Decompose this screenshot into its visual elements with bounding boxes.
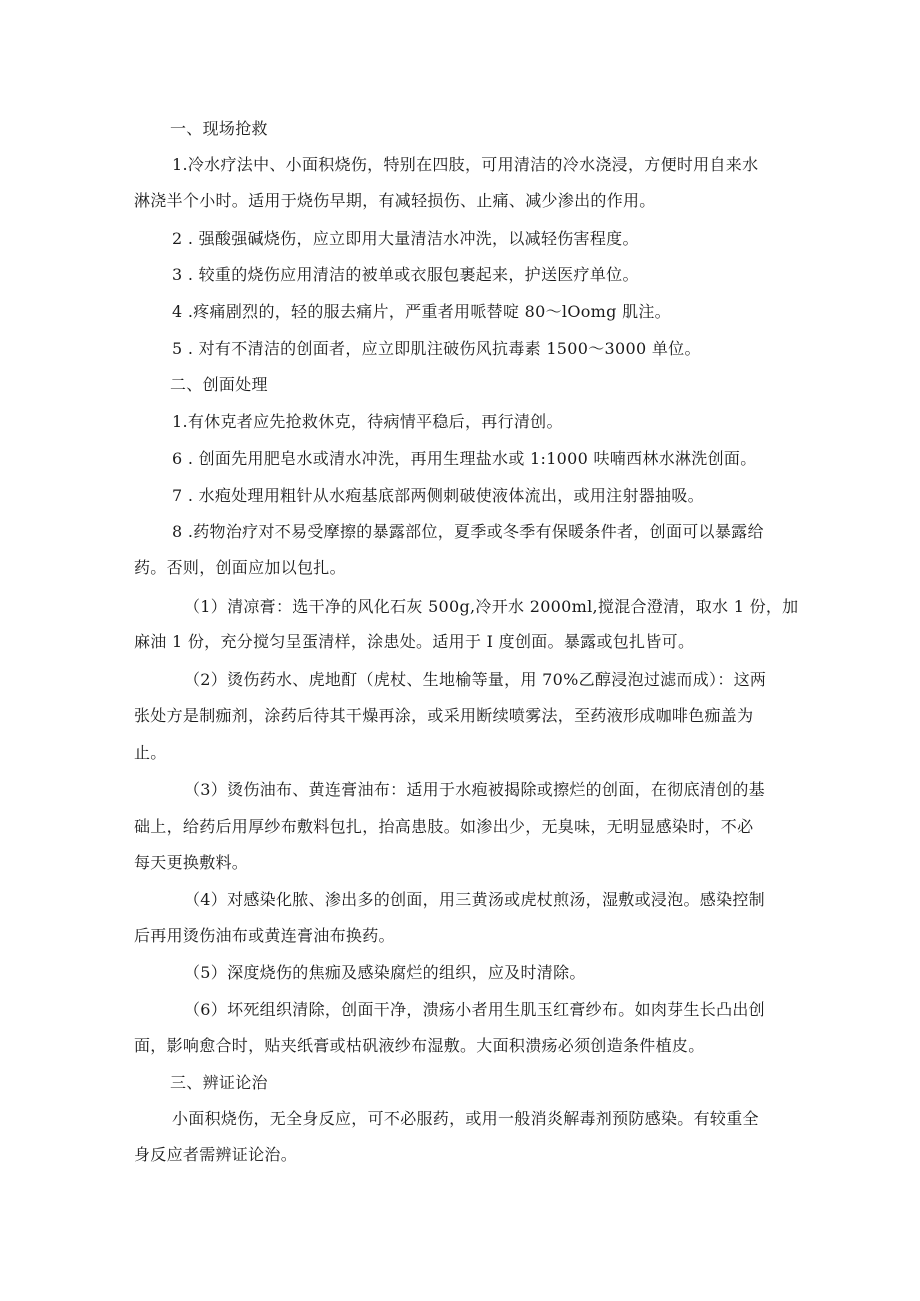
paragraph-line: （5）深度烧伤的焦痂及感染腐烂的组织，应及时清除。: [184, 963, 586, 982]
paragraph-line: 8 .药物治疗对不易受摩擦的暴露部位，夏季或冬季有保暖条件者，创面可以暴露给: [172, 522, 764, 541]
paragraph-line: 麻油 1 份，充分搅匀呈蛋清样，涂患处。适用于 I 度创面。暴露或包扎皆可。: [134, 632, 695, 651]
paragraph-line: 5 . 对有不清洁的创面者，应立即肌注破伤风抗毒素 1500～3000 单位。: [172, 339, 701, 358]
section-heading: 二、创面处理: [170, 375, 268, 394]
paragraph-line: 淋浇半个小时。适用于烧伤早期，有减轻损伤、止痛、减少渗出的作用。: [134, 191, 656, 210]
paragraph-line: 6 . 创面先用肥皂水或清水冲洗，再用生理盐水或 1:1000 呋喃西林水淋洗创面。: [172, 449, 757, 468]
paragraph-line: （2）烫伤药水、虎地酊（虎杖、生地榆等量，用 70%乙醇浸泡过滤而成）：这两: [184, 670, 767, 689]
paragraph-line: （4）对感染化脓、渗出多的创面，用三黄汤或虎杖煎汤，湿敷或浸泡。感染控制: [184, 890, 765, 909]
paragraph-line: 1.有休克者应先抢救休克，待病情平稳后，再行清创。: [172, 412, 563, 431]
paragraph-line: （3）烫伤油布、黄连膏油布：适用于水疱被揭除或擦烂的创面，在彻底清创的基: [184, 780, 765, 799]
paragraph-line: 7 . 水疱处理用粗针从水疱基底部两侧刺破使液体流出，或用注射器抽吸。: [172, 486, 704, 505]
paragraph-line: 础上，给药后用厚纱布敷料包扎，抬高患肢。如渗出少，无臭味，无明显感染时，不必: [134, 817, 754, 836]
paragraph-line: 2 . 强酸强碱烧伤，应立即用大量清洁水冲洗，以减轻伤害程度。: [172, 229, 639, 248]
paragraph-line: 1.冷水疗法中、小面积烧伤，特别在四肢，可用清洁的冷水浇浸，方便时用自来水: [172, 155, 759, 174]
paragraph-line: 4 .疼痛剧烈的，轻的服去痛片，严重者用哌替啶 80～lOomg 肌注。: [172, 302, 671, 321]
paragraph-line: 面，影响愈合时，贴夹纸膏或枯矾液纱布湿敷。大面积溃疡必须创造条件植皮。: [134, 1036, 705, 1055]
paragraph-line: 小面积烧伤，无全身反应，可不必服药，或用一般消炎解毒剂预防感染。有较重全: [172, 1109, 759, 1128]
paragraph-line: 后再用烫伤油布或黄连膏油布换药。: [134, 926, 395, 945]
paragraph-line: 药。否则，创面应加以包扎。: [134, 558, 346, 577]
paragraph-line: 身反应者需辨证论治。: [134, 1145, 298, 1164]
paragraph-line: （6）坏死组织清除，创面干净，溃疡小者用生肌玉红膏纱布。如肉芽生长凸出创: [184, 1000, 765, 1019]
paragraph-line: 张处方是制痂剂，涂药后待其干燥再涂，或采用断续喷雾法，至药液形成咖啡色痂盖为: [134, 706, 754, 725]
section-heading: 一、现场抢救: [170, 119, 268, 138]
section-heading: 三、辨证论治: [170, 1073, 268, 1092]
paragraph-line: 每天更换敷料。: [134, 853, 249, 872]
paragraph-line: 止。: [134, 743, 167, 762]
paragraph-line: 3 . 较重的烧伤应用清洁的被单或衣服包裹起来，护送医疗单位。: [172, 265, 639, 284]
paragraph-line: （1）清凉膏：选干净的风化石灰 500g,冷开水 2000ml,搅混合澄清，取水 1 份，加: [184, 597, 799, 616]
